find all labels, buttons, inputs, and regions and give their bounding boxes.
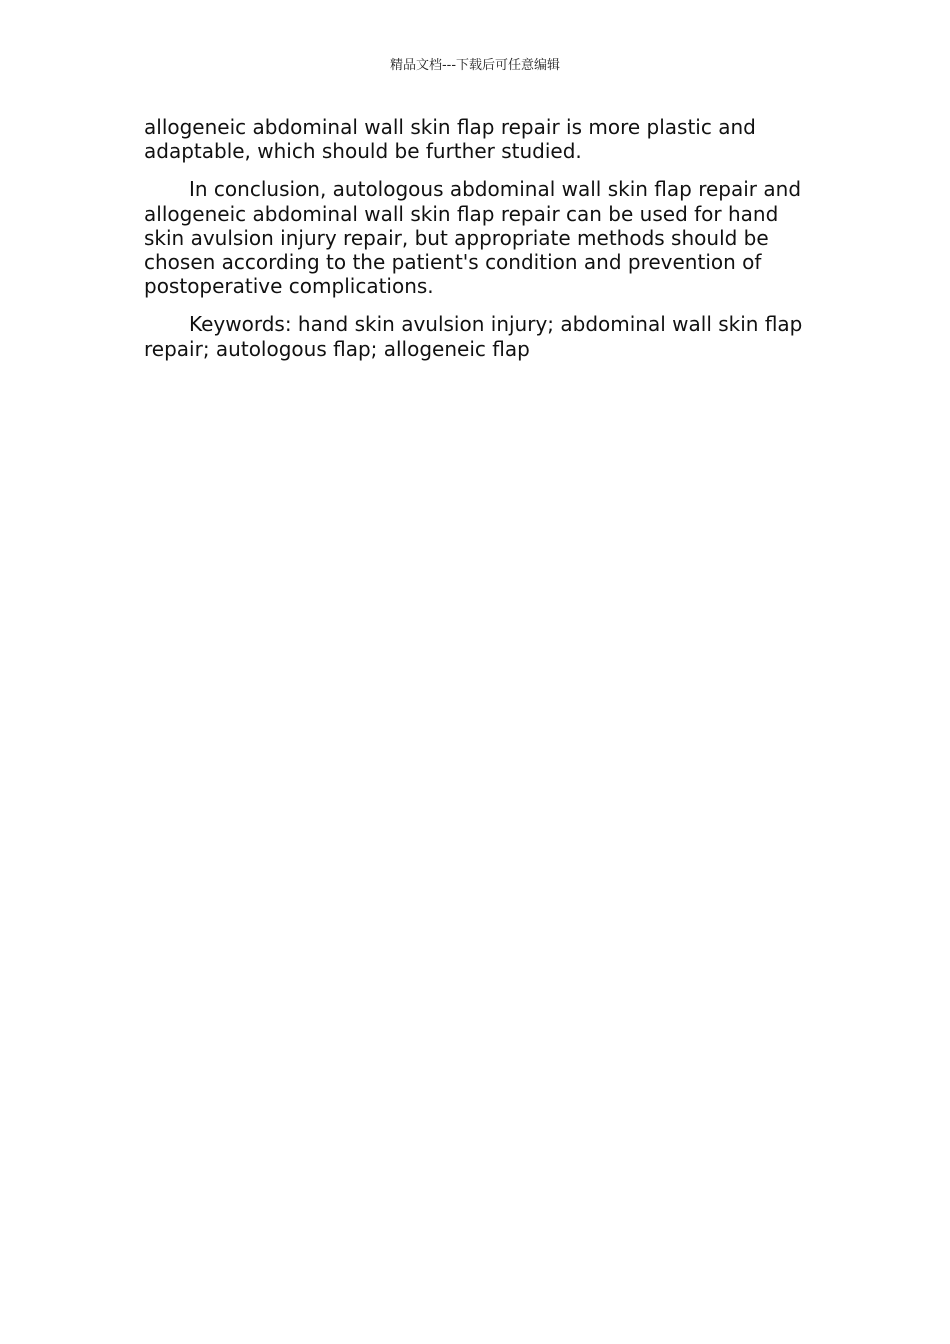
- document-body: [144, 115, 804, 375]
- paragraph-conclusion: In conclusion, autologous abdominal wall skin flap repair and allogeneic abdominal wall skin flap repair can be used for hand skin avulsion injury repair, but appropriate methods should be chosen according to the patient's condition and prevention of postoperative complications.: [144, 177, 802, 299]
- paragraph-keywords: Keywords: hand skin avulsion injury; abdominal wall skin flap repair; autologous flap; allogeneic flap: [144, 312, 803, 361]
- paragraph-continuation: allogeneic abdominal wall skin flap repair is more plastic and adaptable, which should be further studied.: [144, 115, 756, 164]
- page-header: 精品文档---下载后可任意编辑: [389, 58, 561, 73]
